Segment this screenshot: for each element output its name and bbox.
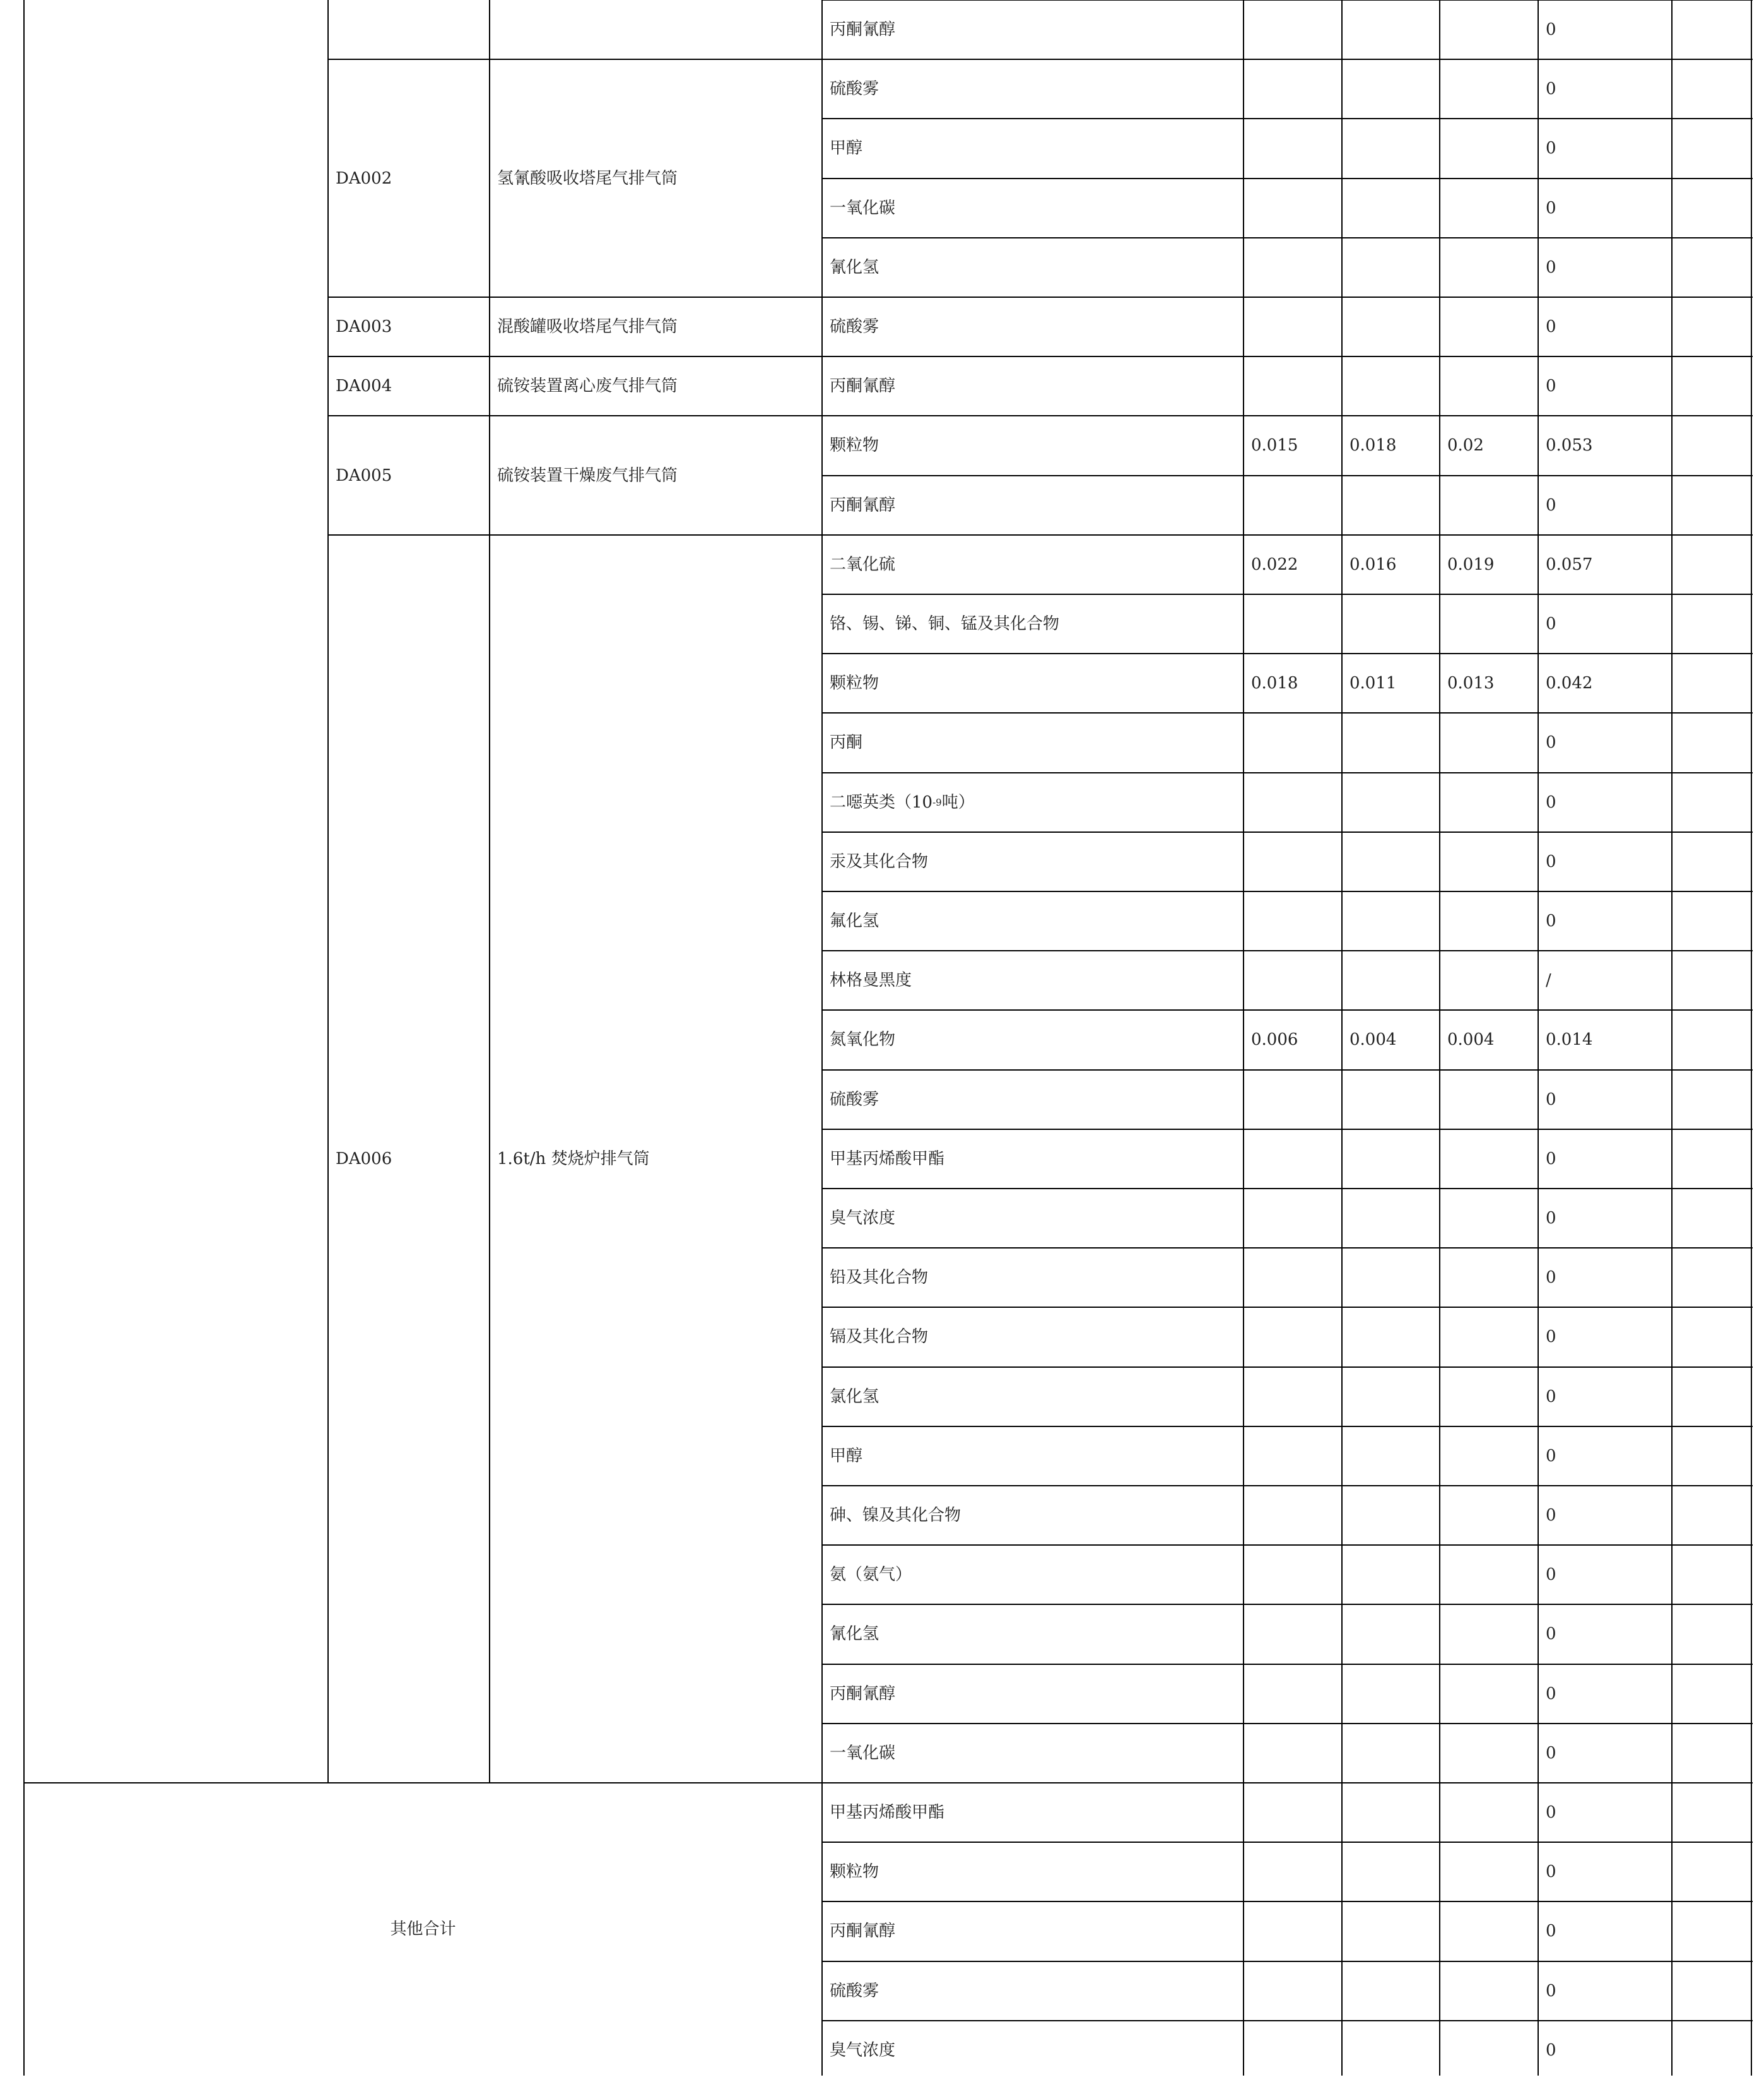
value-col-2: [1342, 594, 1440, 654]
table-rule-vertical: [821, 0, 823, 2076]
table-rule-horizontal: [822, 415, 1753, 416]
value-col-3: [1440, 1842, 1538, 1901]
value-col-2: [1342, 773, 1440, 832]
table-rule-horizontal: [822, 534, 1753, 536]
value-col-1: [1244, 1070, 1342, 1129]
total-value: 0: [1546, 1387, 1556, 1406]
total-value: 0.057: [1546, 555, 1593, 574]
value-col-1: [1244, 119, 1342, 178]
value-col-3: [1440, 1307, 1538, 1366]
value-col-2: [1342, 2021, 1440, 2080]
value-col-2: [1342, 1426, 1440, 1486]
value-col-2: [1342, 832, 1440, 891]
total-value: 0: [1546, 1506, 1556, 1525]
total-value: 0: [1546, 1803, 1556, 1823]
outlet-code: DA002: [336, 168, 392, 188]
total-value: 0: [1546, 1743, 1556, 1763]
outlet-name: 氢氰酸吸收塔尾气排气筒: [497, 168, 678, 188]
value-col-3: 0.019: [1447, 555, 1495, 574]
pollutant-name: 一氧化碳: [830, 1743, 896, 1763]
value-col-3: [1440, 1248, 1538, 1307]
table-rule-horizontal: [822, 1129, 1753, 1130]
value-col-3: [1440, 59, 1538, 119]
other-total-label: 其他合计: [390, 1920, 456, 1939]
value-col-3: 0.004: [1447, 1030, 1495, 1050]
value-col-3: [1440, 1545, 1538, 1604]
total-value: 0.053: [1546, 436, 1593, 455]
value-col-3: [1440, 1783, 1538, 1842]
total-value: 0: [1546, 1268, 1556, 1288]
value-col-3: [1440, 1604, 1538, 1664]
value-col-3: [1440, 1901, 1538, 1961]
total-value: 0: [1546, 2040, 1556, 2060]
pollutant-name: 臭气浓度: [830, 1209, 896, 1228]
table-rule-horizontal: [822, 831, 1753, 833]
value-col-1: [1244, 594, 1342, 654]
value-col-1: 0.018: [1251, 674, 1298, 693]
extra-value: [1672, 891, 1751, 951]
total-value: 0: [1546, 317, 1556, 337]
outlet-name: 1.6t/h 焚烧炉排气筒: [497, 1149, 650, 1168]
extra-value: [1672, 59, 1751, 119]
extra-value: [1672, 0, 1751, 59]
value-col-3: [1440, 297, 1538, 356]
pollutant-name: 甲基丙烯酸甲酯: [830, 1149, 945, 1168]
table-rule-horizontal: [328, 534, 823, 536]
table-rule-horizontal: [328, 415, 823, 416]
pollutant-name: 二噁英类（10 -9 吨）: [830, 792, 975, 812]
table-rule-horizontal: [822, 237, 1753, 238]
total-value: 0: [1546, 1922, 1556, 1941]
value-col-1: [1244, 356, 1342, 416]
table-rule-horizontal: [822, 59, 1753, 60]
extra-value: [1672, 297, 1751, 356]
pollutant-name: 丙酮氰醇: [830, 1684, 896, 1703]
extra-value: [1672, 654, 1751, 713]
table-rule-horizontal: [822, 1247, 1753, 1249]
value-col-1: [1244, 0, 1342, 59]
pollutant-name: 镉及其化合物: [830, 1327, 929, 1347]
value-col-1: [1244, 1248, 1342, 1307]
value-col-2: [1342, 179, 1440, 238]
value-col-3: [1440, 2021, 1538, 2080]
extra-value: [1672, 1426, 1751, 1486]
value-col-3: [1440, 1724, 1538, 1783]
value-col-2: [1342, 891, 1440, 951]
extra-value: [1672, 1961, 1751, 2021]
total-value: 0: [1546, 20, 1556, 40]
table-rule-vertical: [1671, 0, 1673, 2076]
value-col-1: [1244, 297, 1342, 356]
table-rule-vertical: [489, 0, 490, 1783]
table-rule-horizontal: [822, 2020, 1753, 2021]
extra-value: [1672, 179, 1751, 238]
pollutant-name: 汞及其化合物: [830, 852, 929, 871]
outlet-code: DA003: [336, 317, 392, 337]
value-col-1: [1244, 476, 1342, 535]
pollutant-name: 氮氧化物: [830, 1030, 896, 1050]
value-col-2: [1342, 238, 1440, 297]
value-col-2: 0.016: [1349, 555, 1397, 574]
value-col-2: 0.018: [1349, 436, 1397, 455]
total-value: 0: [1546, 1684, 1556, 1703]
outlet-code: [328, 0, 490, 59]
table-rule-horizontal: [822, 1307, 1753, 1308]
table-rule-vertical: [1439, 0, 1440, 2076]
value-col-3: [1440, 476, 1538, 535]
value-col-3: [1440, 773, 1538, 832]
extra-value: [1672, 773, 1751, 832]
extra-value: [1672, 1901, 1751, 1961]
total-value: 0: [1546, 1209, 1556, 1228]
pollutant-name: 二氧化硫: [830, 555, 896, 574]
table-rule-horizontal: [822, 1485, 1753, 1486]
value-col-1: 0.022: [1251, 555, 1298, 574]
value-col-2: [1342, 1070, 1440, 1129]
pollutant-name: 氟化氢: [830, 912, 879, 931]
extra-value: [1672, 1129, 1751, 1189]
table-rule-vertical: [23, 0, 25, 2076]
pollutant-name: 丙酮氰醇: [830, 1922, 896, 1941]
table-rule-horizontal: [822, 1901, 1753, 1902]
pollutant-name: 丙酮氰醇: [830, 20, 896, 40]
pollutant-name: 丙酮: [830, 733, 863, 753]
extra-value: [1672, 356, 1751, 416]
pollutant-name: 氰化氢: [830, 257, 879, 277]
table-rule-horizontal: [822, 1188, 1753, 1189]
extra-value: [1672, 1545, 1751, 1604]
total-value: 0: [1546, 198, 1556, 218]
total-value: 0: [1546, 257, 1556, 277]
value-col-1: [1244, 1724, 1342, 1783]
value-col-3: [1440, 1664, 1538, 1724]
value-col-1: [1244, 179, 1342, 238]
value-col-1: [1244, 1842, 1342, 1901]
table-rule-horizontal: [822, 1842, 1753, 1843]
value-col-1: [1244, 773, 1342, 832]
value-col-3: [1440, 594, 1538, 654]
pollutant-name: 铬、锡、锑、铜、锰及其化合物: [830, 614, 1060, 634]
table-rule-vertical: [1243, 0, 1244, 2076]
table-rule-horizontal: [822, 1723, 1753, 1724]
value-col-2: 0.004: [1349, 1030, 1397, 1050]
table-rule-horizontal: [328, 356, 823, 357]
table-rule-horizontal: [822, 891, 1753, 892]
pollutant-name: 丙酮氰醇: [830, 377, 896, 396]
extra-value: [1672, 594, 1751, 654]
value-col-2: [1342, 713, 1440, 772]
pollutant-unit-suffix: 吨）: [941, 792, 975, 812]
extra-value: [1672, 1604, 1751, 1664]
table-rule-vertical: [1341, 0, 1343, 2076]
table-rule-horizontal: [822, 1664, 1753, 1665]
pollutant-name-text: 二噁英类（10: [830, 792, 933, 812]
total-value: 0: [1546, 495, 1556, 515]
extra-value: [1672, 951, 1751, 1010]
table-rule-horizontal: [822, 1544, 1753, 1546]
total-value: 0: [1546, 1149, 1556, 1168]
value-col-2: [1342, 119, 1440, 178]
value-col-3: [1440, 1426, 1538, 1486]
extra-value: [1672, 1070, 1751, 1129]
table-rule-horizontal: [822, 712, 1753, 714]
table-rule-horizontal: [822, 356, 1753, 357]
value-col-2: [1342, 297, 1440, 356]
total-value: 0: [1546, 79, 1556, 99]
table-rule-vertical: [1538, 0, 1539, 2076]
total-value: 0.014: [1546, 1030, 1593, 1050]
table-rule-horizontal: [822, 594, 1753, 595]
table-rule-horizontal: [822, 475, 1753, 476]
table-rule-horizontal: [822, 1961, 1753, 1962]
extra-value: [1672, 1486, 1751, 1545]
value-col-3: [1440, 179, 1538, 238]
outlet-name: 硫铵装置离心废气排气筒: [497, 377, 678, 396]
table-rule-horizontal: [822, 1604, 1753, 1605]
value-col-1: [1244, 713, 1342, 772]
value-col-3: [1440, 713, 1538, 772]
total-value: /: [1546, 971, 1551, 990]
extra-value: [1672, 713, 1751, 772]
pollutant-name: 硫酸雾: [830, 1090, 879, 1109]
value-col-1: [1244, 951, 1342, 1010]
table-rule-horizontal: [822, 653, 1753, 654]
pollutant-name: 氰化氢: [830, 1625, 879, 1644]
total-value: 0: [1546, 1565, 1556, 1585]
total-value: 0.042: [1546, 674, 1593, 693]
value-col-3: [1440, 1961, 1538, 2021]
extra-value: [1672, 1307, 1751, 1366]
pollutant-name: 丙酮氰醇: [830, 495, 896, 515]
table-rule-horizontal: [822, 1069, 1753, 1071]
value-col-1: [1244, 1307, 1342, 1366]
extra-value: [1672, 476, 1751, 535]
value-col-2: [1342, 1248, 1440, 1307]
extra-value: [1672, 119, 1751, 178]
value-col-3: [1440, 832, 1538, 891]
extra-value: [1672, 2021, 1751, 2080]
table-rule-vertical: [327, 0, 329, 1783]
extra-value: [1672, 535, 1751, 594]
total-value: 0: [1546, 377, 1556, 396]
table-rule-horizontal: [822, 1009, 1753, 1011]
extra-value: [1672, 238, 1751, 297]
value-col-1: 0.006: [1251, 1030, 1298, 1050]
pollutant-name: 砷、镍及其化合物: [830, 1506, 961, 1525]
value-col-1: [1244, 1604, 1342, 1664]
value-col-3: [1440, 1189, 1538, 1248]
value-col-3: 0.02: [1447, 436, 1484, 455]
value-col-2: [1342, 1189, 1440, 1248]
value-col-2: [1342, 59, 1440, 119]
pollutant-name: 甲醇: [830, 139, 863, 158]
pollutant-name: 铅及其化合物: [830, 1268, 929, 1288]
table-rule-horizontal: [328, 59, 823, 60]
value-col-1: [1244, 1486, 1342, 1545]
value-col-3: 0.013: [1447, 674, 1495, 693]
value-col-2: [1342, 1604, 1440, 1664]
extra-value: [1672, 1783, 1751, 1842]
extra-value: [1672, 832, 1751, 891]
table-rule-horizontal: [822, 1366, 1753, 1368]
value-col-1: [1244, 1783, 1342, 1842]
value-col-3: [1440, 891, 1538, 951]
value-col-3: [1440, 238, 1538, 297]
value-col-2: [1342, 1545, 1440, 1604]
pollutant-name: 甲基丙烯酸甲酯: [830, 1803, 945, 1823]
value-col-2: 0.011: [1349, 674, 1397, 693]
value-col-2: [1342, 356, 1440, 416]
value-col-3: [1440, 0, 1538, 59]
value-col-1: [1244, 832, 1342, 891]
total-value: 0: [1546, 1862, 1556, 1882]
value-col-1: [1244, 1901, 1342, 1961]
extra-value: [1672, 1842, 1751, 1901]
pollutant-name: 氨（氨气）: [830, 1565, 912, 1585]
value-col-3: [1440, 356, 1538, 416]
value-col-1: [1244, 1545, 1342, 1604]
pollutant-name: 林格曼黑度: [830, 971, 912, 990]
extra-value: [1672, 1367, 1751, 1426]
value-col-1: [1244, 59, 1342, 119]
table-rule-horizontal: [822, 1426, 1753, 1427]
total-value: 0: [1546, 614, 1556, 634]
value-col-1: [1244, 238, 1342, 297]
table-rule-horizontal: [822, 772, 1753, 773]
outlet-name: 硫铵装置干燥废气排气筒: [497, 466, 678, 485]
value-col-3: [1440, 119, 1538, 178]
value-col-2: [1342, 1901, 1440, 1961]
pollutant-name: 硫酸雾: [830, 317, 879, 337]
outlet-code: DA006: [336, 1149, 392, 1168]
value-col-1: [1244, 1961, 1342, 2021]
pollutant-name: 颗粒物: [830, 674, 879, 693]
extra-value: [1672, 1664, 1751, 1724]
value-col-2: [1342, 476, 1440, 535]
table-rule-horizontal: [822, 178, 1753, 179]
total-value: 0: [1546, 1446, 1556, 1466]
extra-value: [1672, 1248, 1751, 1307]
table-rule-horizontal: [822, 0, 1753, 1]
extra-value: [1672, 1189, 1751, 1248]
outlet-code: DA005: [336, 466, 392, 485]
value-col-2: [1342, 1486, 1440, 1545]
value-col-1: [1244, 1426, 1342, 1486]
pollutant-name: 氯化氢: [830, 1387, 879, 1406]
total-value: 0: [1546, 1981, 1556, 2001]
pollutant-name: 一氧化碳: [830, 198, 896, 218]
value-col-2: [1342, 0, 1440, 59]
pollutant-name: 硫酸雾: [830, 79, 879, 99]
value-col-3: [1440, 951, 1538, 1010]
value-col-1: [1244, 2021, 1342, 2080]
extra-value: [1672, 1724, 1751, 1783]
pollutant-name: 甲醇: [830, 1446, 863, 1466]
value-col-2: [1342, 1129, 1440, 1189]
value-col-3: [1440, 1129, 1538, 1189]
total-value: 0: [1546, 912, 1556, 931]
total-value: 0: [1546, 1327, 1556, 1347]
table-rule-horizontal: [24, 1782, 1753, 1783]
total-value: 0: [1546, 733, 1556, 753]
extra-value: [1672, 416, 1751, 475]
value-col-2: [1342, 1961, 1440, 2021]
value-col-2: [1342, 1307, 1440, 1366]
outlet-name: 混酸罐吸收塔尾气排气筒: [497, 317, 678, 337]
value-col-1: [1244, 891, 1342, 951]
value-col-2: [1342, 1783, 1440, 1842]
value-col-1: [1244, 1664, 1342, 1724]
value-col-2: [1342, 1842, 1440, 1901]
value-col-1: [1244, 1189, 1342, 1248]
table-rule-horizontal: [822, 950, 1753, 951]
total-value: 0: [1546, 852, 1556, 871]
value-col-3: [1440, 1486, 1538, 1545]
value-col-3: [1440, 1367, 1538, 1426]
total-value: 0: [1546, 1090, 1556, 1109]
value-col-2: [1342, 1664, 1440, 1724]
value-col-2: [1342, 951, 1440, 1010]
pollutant-name: 硫酸雾: [830, 1981, 879, 2001]
value-col-1: 0.015: [1251, 436, 1298, 455]
pollutant-name: 颗粒物: [830, 1862, 879, 1882]
value-col-2: [1342, 1724, 1440, 1783]
pollutant-name: 颗粒物: [830, 436, 879, 455]
value-col-1: [1244, 1367, 1342, 1426]
value-col-3: [1440, 1070, 1538, 1129]
pollutant-name: 臭气浓度: [830, 2040, 896, 2060]
value-col-1: [1244, 1129, 1342, 1189]
table-rule-horizontal: [822, 297, 1753, 298]
table-rule-horizontal: [822, 118, 1753, 119]
table-rule-horizontal: [328, 297, 823, 298]
value-col-2: [1342, 1367, 1440, 1426]
outlet-name: [490, 0, 822, 59]
table-rule-vertical: [1751, 0, 1752, 2076]
total-value: 0: [1546, 792, 1556, 812]
outlet-code: DA004: [336, 377, 392, 396]
total-value: 0: [1546, 1625, 1556, 1644]
total-value: 0: [1546, 139, 1556, 158]
extra-value: [1672, 1010, 1751, 1069]
